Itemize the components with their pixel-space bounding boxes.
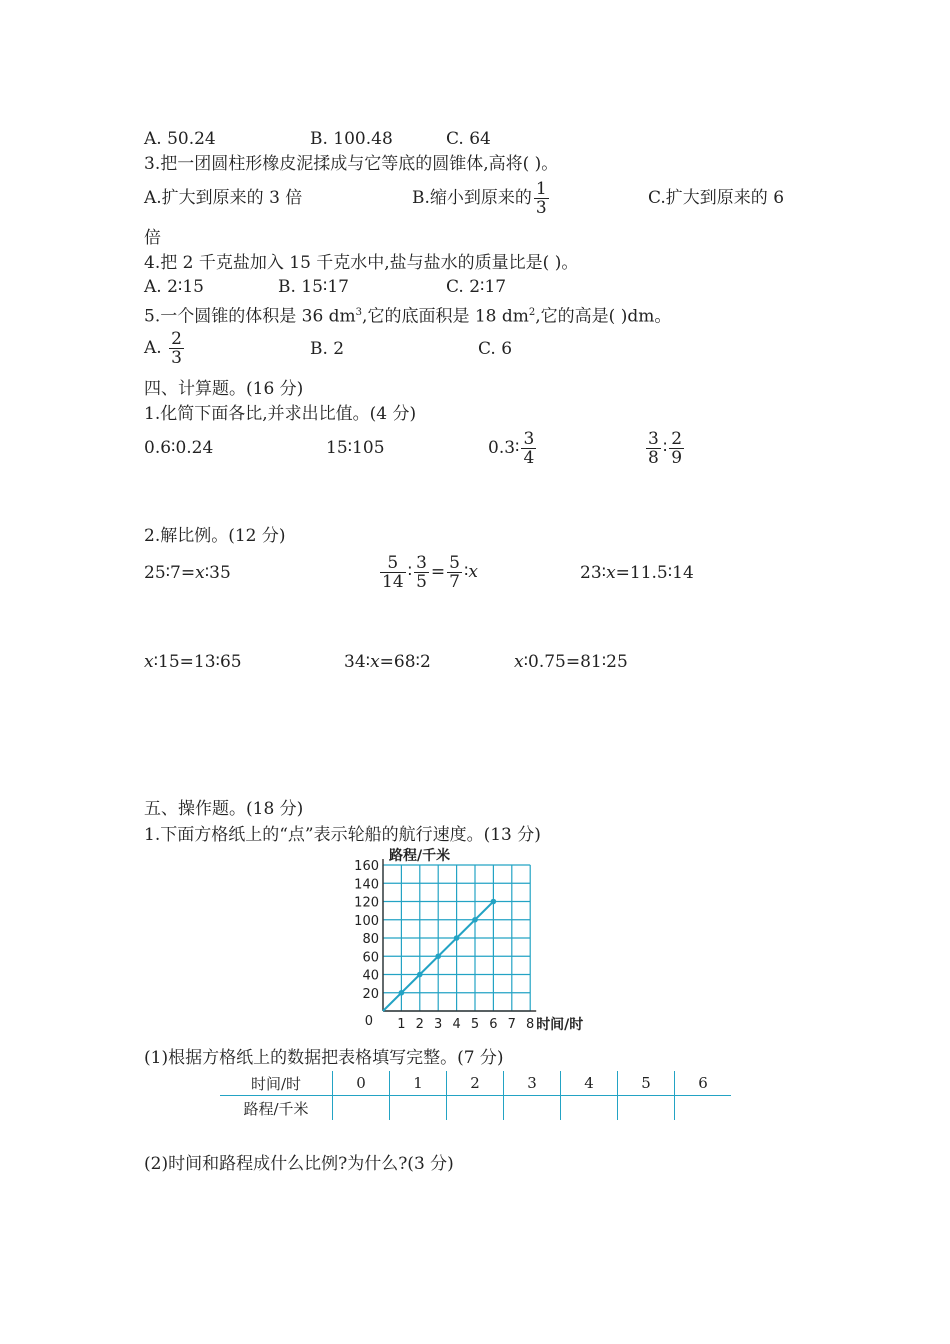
table-blank-cell[interactable] [447,1096,504,1121]
q4-option-b: B. 15∶17 [278,277,349,297]
q4-option-a: A. 2∶15 [144,277,204,297]
y-tick-label: 140 [354,877,379,893]
table-blank-cell[interactable] [618,1096,675,1121]
q4-stem: 4.把 2 千克盐加入 15 千克水中,盐与盐水的质量比是( )。 [144,253,579,273]
table-cell: 3 [504,1071,561,1096]
speed-chart [340,840,610,1040]
ratio-expr-2: 15∶105 [326,438,385,458]
q4-option-c: C. 2∶17 [446,277,507,297]
s5-sub2: (2)时间和路程成什么比例?为什么?(3 分) [144,1154,454,1174]
table-blank-cell[interactable] [675,1096,732,1121]
s4-p2-title: 2.解比例。(12 分) [144,526,286,546]
proportion-6: x∶0.75=81∶25 [514,652,628,672]
fraction: $\frac{3}{5}$ [416,553,427,592]
data-point [417,972,423,978]
x-tick-label: 6 [489,1017,498,1032]
y-tick-label: 120 [354,895,379,911]
x-tick-label: 4 [452,1017,461,1032]
q5-option-c: C. 6 [478,339,513,359]
table-cell: 2 [447,1071,504,1096]
q5-stem: 5.一个圆锥的体积是 36 $dm^3$,它的底面积是 18 $dm^2$,它的高是( )dm。 [144,306,672,327]
y-tick-label: 100 [354,913,379,929]
q3-stem: 3.把一团圆柱形橡皮泥揉成与它等底的圆锥体,高将( )。 [144,154,559,174]
y-axis-label: 路程/千米 [389,848,451,864]
data-point [435,953,441,959]
fraction: $\frac{1}{3}$ [535,179,547,218]
table-cell: 6 [675,1071,732,1096]
fraction: $\frac{3}{8}$ [648,429,659,468]
table-blank-cell[interactable] [390,1096,447,1121]
data-point [491,899,497,905]
x-tick-label: 5 [470,1017,480,1032]
q5-option-b: B. 2 [310,339,345,359]
table-blank-cell[interactable] [561,1096,618,1121]
data-point [454,935,460,941]
x-tick-label: 7 [507,1017,516,1032]
origin-label: 0 [364,1014,373,1029]
fraction: $\frac{2}{3}$ [171,329,182,368]
x-tick-label: 1 [397,1017,406,1032]
s5-sub1: (1)根据方格纸上的数据把表格填写完整。(7 分) [144,1048,504,1068]
table-cell: 0 [333,1071,390,1096]
data-table [220,1071,731,1120]
table-row-distance [220,1096,731,1121]
x-tick-label: 8 [526,1017,535,1032]
section-5-title: 五、操作题。(18 分) [144,799,304,819]
table-header-distance: 路程/千米 [243,1099,309,1118]
fraction: $\frac{2}{9}$ [671,429,683,468]
table-cell: 5 [618,1071,675,1096]
y-tick-label: 60 [362,950,379,966]
ratio-expr-1: 0.6∶0.24 [144,438,214,458]
x-tick-label: 3 [434,1017,443,1032]
table-blank-cell[interactable] [333,1096,390,1121]
ratio-expr-3: 0.3∶ $\frac{3}{4}$ [488,429,535,468]
s5-p1: 1.下面方格纸上的“点”表示轮船的航行速度。(13 分) [144,825,541,845]
data-point [399,990,405,996]
q2-option-a: A. 50.24 [144,129,216,149]
fraction: $\frac{5}{14}$ [382,553,404,592]
table-row-time [220,1071,731,1096]
q3-option-c: C.扩大到原来的 6 [648,188,785,208]
q2-option-c: C. 64 [446,129,491,149]
q3-option-b: B.缩小到原来的 $\frac{1}{3}$ [412,179,547,218]
x-axis-label: 时间/时 [536,1017,584,1033]
proportion-2: $\frac{5}{14}$ ∶ $\frac{3}{5}$ = $\frac{5}{7}$ ∶x [382,553,479,592]
section-4-title: 四、计算题。(16 分) [144,379,304,399]
x-tick-label: 2 [415,1017,424,1032]
table-cell: 4 [561,1071,618,1096]
fraction: $\frac{3}{4}$ [523,429,535,468]
proportion-5: 34∶x=68∶2 [344,652,431,672]
q5-option-a: A. $\frac{2}{3}$ [144,329,182,368]
proportion-1: 25∶7=x∶35 [144,563,231,583]
table-cell: 1 [390,1071,447,1096]
q2-option-b: B. 100.48 [310,129,393,149]
q3-option-a: A.扩大到原来的 3 倍 [144,188,303,208]
fraction: $\frac{5}{7}$ [449,553,460,592]
s4-p1-title: 1.化简下面各比,并求出比值。(4 分) [144,404,417,424]
table-blank-cell[interactable] [504,1096,561,1121]
proportion-3: 23∶x=11.5∶14 [580,563,694,583]
y-tick-label: 40 [362,968,379,984]
data-point [472,917,478,923]
q3-option-c-cont: 倍 [144,228,161,248]
y-tick-label: 20 [362,986,379,1002]
table-header-time: 时间/时 [220,1071,333,1096]
ratio-expr-4: $\frac{3}{8}$ ∶ $\frac{2}{9}$ [648,429,683,468]
proportion-4: x∶15=13∶65 [144,652,242,672]
y-tick-label: 80 [362,932,379,947]
y-tick-label: 160 [354,859,379,874]
